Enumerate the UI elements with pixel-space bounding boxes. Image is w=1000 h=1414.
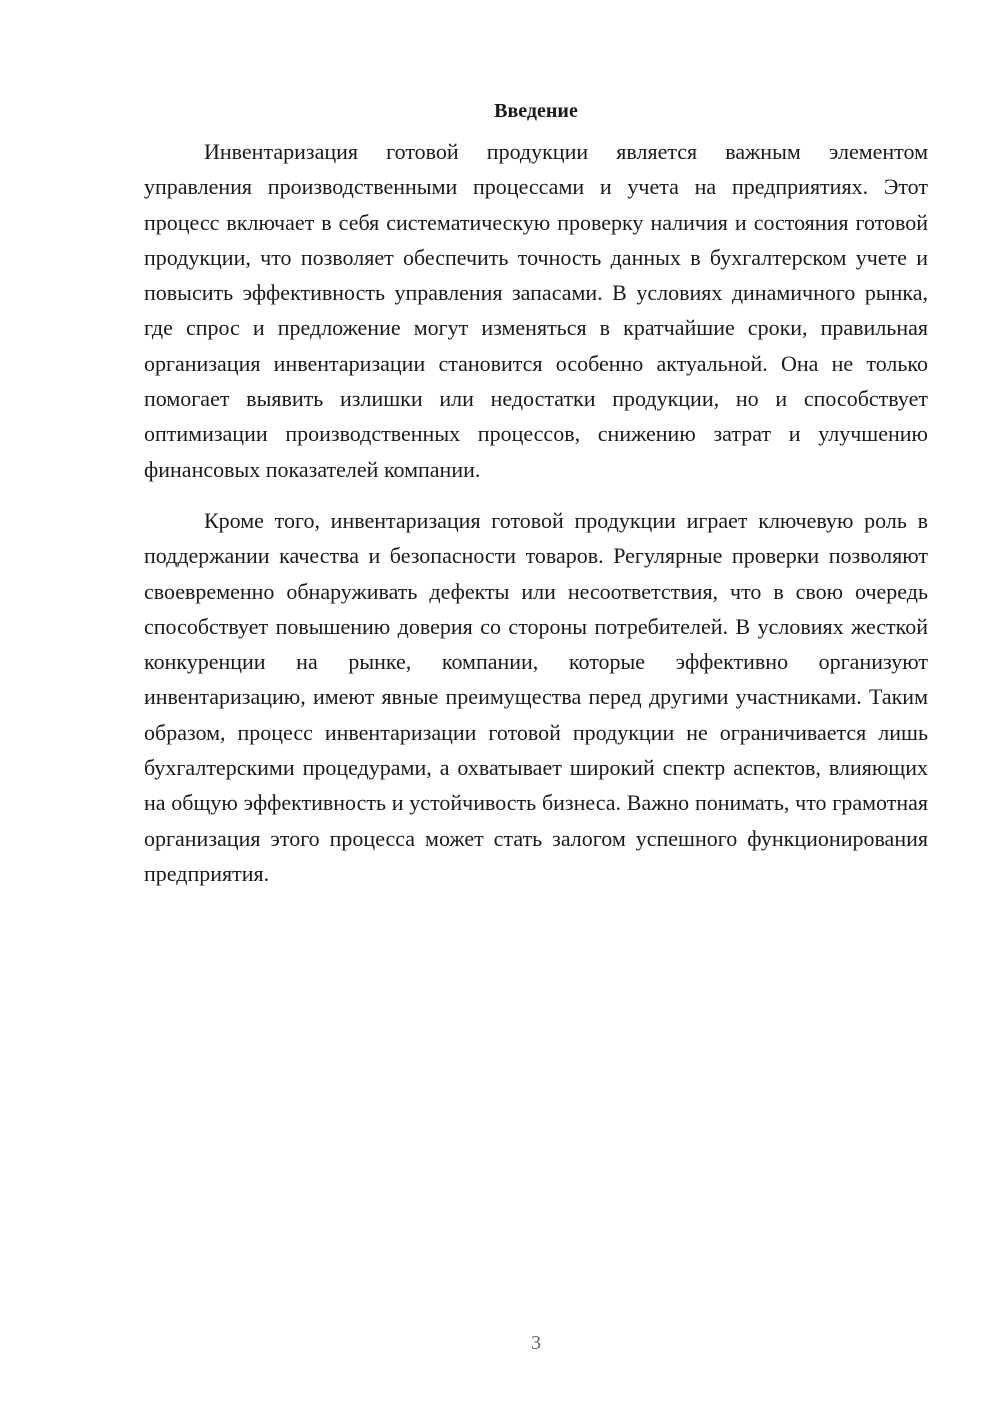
page-content (144, 96, 928, 891)
section-heading: Введение (494, 100, 578, 122)
paragraph-second: Кроме того, инвентаризация готовой продукции играет ключевую роль в поддержании качества и безопасности товаров. Регулярные проверки позволяют своевременно обнаруживать дефекты или несоответствия, что в свою очередь способствует повышению доверия со стороны потребителей. В условиях жесткой конкуренции на рынке, компании, которые эффективно организуют инвентаризацию, имеют явные преимущества перед другими участниками. Таким образом, процесс инвентаризации готовой продукции не ограничивается лишь бухгалтерскими процедурами, а охватывает широкий спектр аспектов, влияющих на общую эффективность и устойчивость бизнеса. Важно понимать, что грамотная организация этого процесса может стать залогом успешного функционирования предприятия. (144, 507, 928, 886)
page-number: 3 (531, 1332, 541, 1354)
paragraph-intro: Инвентаризация готовой продукции является важным элементом управления производственными процессами и учета на предприятиях. Этот процесс включает в себя систематическую проверку наличия и состояния готовой продукции, что позволяет обеспечить точность данных в бухгалтерском учете и повысить эффективность управления запасами. В условиях динамичного рынка, где спрос и предложение могут изменяться в кратчайшие сроки, правильная организация инвентаризации становится особенно актуальной. Она не только помогает выявить излишки или недостатки продукции, но и способствует оптимизации производственных процессов, снижению затрат и улучшению финансовых показателей компании. (144, 139, 928, 482)
